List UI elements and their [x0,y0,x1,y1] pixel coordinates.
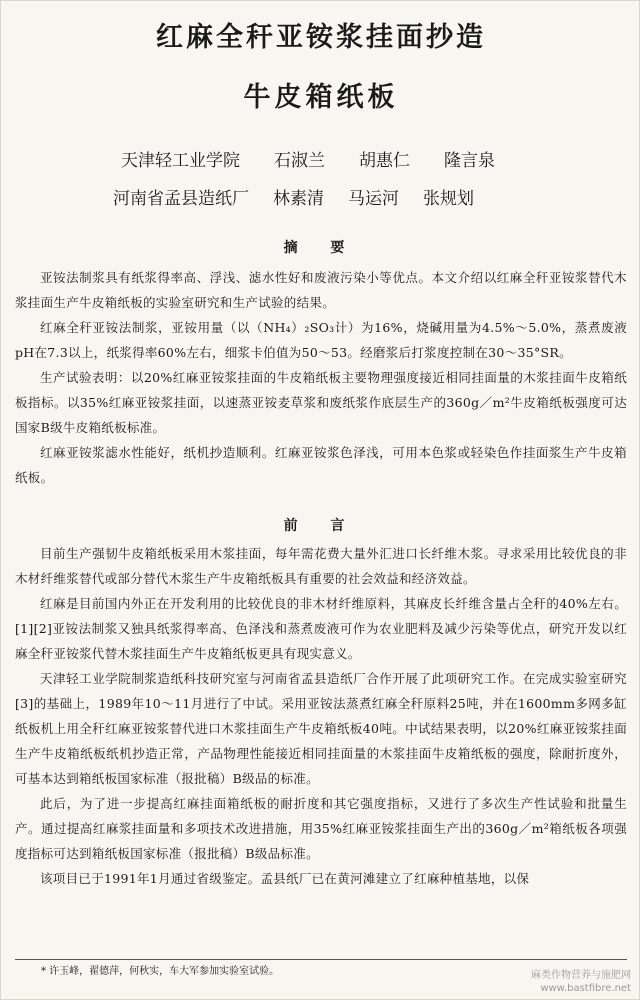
paper-title-line-1: 红麻全秆亚铵浆挂面抄造 [156,22,486,53]
watermark [531,969,631,995]
abstract-paragraph: 红麻全秆亚铵法制浆，亚铵用量（以（NH₄）₂SO₃计）为16%，烧碱用量为4.5%～5.0%，蒸煮废液pH在7.3以上，纸浆得率60%左右，细浆卡伯值为50～53。经磨浆后打浆度控制在30～35°SR。 [15,320,627,360]
affiliation-mengxian: 河南省孟县造纸厂 [113,189,249,209]
watermark-line-1: 麻类作物营养与施肥网 [531,970,631,981]
abstract-heading: 摘 要 [283,240,359,256]
intro-paragraph: 天津轻工业学院制浆造纸科技研究室与河南省孟县造纸厂合作开展了此项研究工作。在完成实验室研究[3]的基础上，1989年10～11月进行了中试。采用亚铵法蒸煮红麻全秆原料25吨，并在1600mm多网多缸纸板机上用全秆红麻亚铵浆替代进口木浆挂面生产牛皮箱纸板40吨。中试结果表明，以20%红麻亚铵浆挂面生产牛皮箱纸板纸机抄造正常，产品物理性能接近相同挂面量的木浆挂面牛皮箱纸板的强度，除耐折度外，可基本达到箱纸板国家标准（报批稿）B级品的标准。 [15,671,627,786]
author-row-tianjin [121,149,591,173]
footnote-divider [15,959,627,960]
author-name: 林素清 [273,189,324,209]
abstract-paragraph: 亚铵法制浆具有纸浆得率高、浮浅、滤水性好和废液污染小等优点。本文介绍以红麻全秆亚铵浆替代木浆挂面生产牛皮箱纸板的实验室研究和生产试验的结果。 [15,270,627,310]
footnote: * 许玉峰，翟德萍，何秋实，车大军参加实验室试验。 [41,966,280,977]
intro-body [15,541,627,891]
intro-heading: 前 言 [283,518,359,534]
author-name: 张规划 [423,189,474,209]
author-name: 马运河 [348,189,399,209]
intro-paragraph: 该项目已于1991年1月通过省级鉴定。孟县纸厂已在黄河滩建立了红麻种植基地，以保 [40,871,530,886]
watermark-line-2: www.bastfibre.net [540,983,631,994]
author-row-mengxian [113,187,583,211]
paper-title-line-2: 牛皮箱纸板 [243,82,399,113]
affiliation-tianjin: 天津轻工业学院 [121,151,240,171]
author-name: 胡惠仁 [359,151,410,171]
intro-paragraph: 目前生产强韧牛皮箱纸板采用木浆挂面，每年需花费大量外汇进口长纤维木浆。寻求采用比较优良的非木材纤维浆替代或部分替代木浆生产牛皮箱纸板具有重要的社会效益和经济效益。 [15,546,627,586]
intro-paragraph: 此后，为了进一步提高红麻挂面箱纸板的耐折度和其它强度指标，又进行了多次生产性试验和批量生产。通过提高红麻浆挂面量和多项技术改进措施，用35%红麻亚铵浆挂面生产出的360g／m²箱纸板各项强度指标可达到箱纸板国家标准（报批稿）B级品标准。 [15,796,627,861]
intro-paragraph: 红麻是目前国内外正在开发利用的比较优良的非木材纤维原料，其麻皮长纤维含量占全秆的40%左右。[1][2]亚铵法制浆又独具纸浆得率高、色泽浅和蒸煮废液可作为农业肥料及减少污染等优点，研究开发以红麻全秆亚铵浆代替木浆挂面生产牛皮箱纸板更具有现实意义。 [15,596,627,661]
abstract-paragraph: 红麻亚铵浆滤水性能好，纸机抄造顺利。红麻亚铵浆色泽浅，可用本色浆或轻染色作挂面浆生产牛皮箱纸板。 [15,445,627,485]
abstract-paragraph: 生产试验表明：以20%红麻亚铵浆挂面的牛皮箱纸板主要物理强度接近相同挂面量的木浆挂面牛皮箱纸板指标。以35%红麻亚铵浆挂面，以速蒸亚铵麦草浆和废纸浆作底层生产的360g／m²牛皮箱纸板强度可达国家B级牛皮箱纸板标准。 [15,370,627,435]
author-name: 隆言泉 [444,151,495,171]
abstract-body [15,265,627,490]
author-name: 石淑兰 [274,151,325,171]
